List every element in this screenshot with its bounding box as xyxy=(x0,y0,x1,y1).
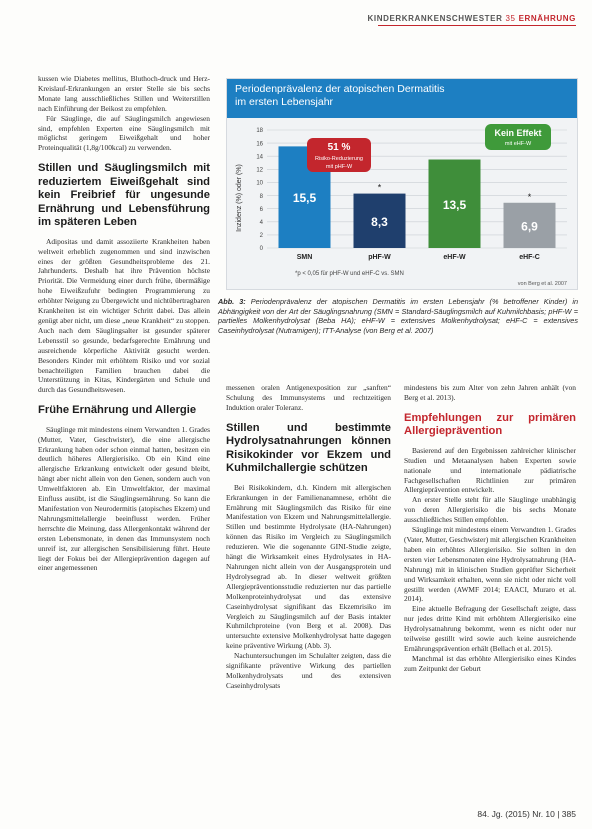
figure-title-line2: im ersten Lebensjahr xyxy=(235,96,334,108)
figure-caption xyxy=(218,297,578,335)
y-tick-label: 2 xyxy=(259,233,263,240)
chart-source: von Berg et al. 2007 xyxy=(517,281,567,287)
y-tick-label: 14 xyxy=(256,154,263,161)
y-tick-label: 10 xyxy=(256,180,263,187)
section-heading: Stillen und Säuglingsmilch mit reduziertem Eiweißgehalt sind kein Freibrief für ungesunde Ernährung und Lebensführung im späteren Leben xyxy=(38,162,210,229)
paragraph: Manchmal ist das erhöhte Allergierisiko eines Kindes zum Zeitpunkt der Geburt xyxy=(404,653,576,673)
section-heading: Frühe Ernährung und Allergie xyxy=(38,404,197,417)
column-3 xyxy=(404,383,576,674)
journal-name: KINDERKRANKENSCHWESTER xyxy=(367,14,503,23)
header-rule xyxy=(378,25,576,26)
paragraph: Säuglinge mit mindestens einem Verwandten 1. Grades (Mutter, Vater, Geschwister), die eine allergische Erkrankung haben oder schon einmal hatten, besitzen ein deutlich höheres Allergierisiko. Ob ein Kind eine allergische Erkrankung entwickelt oder gesund bleibt, hängt aber nicht allein von den Genen, sondern auch von Umweltfaktoren ab. Ein Umweltfaktor, der maximal Einfluss ausübt, ist die Säuglingsernährung. So kann die Manifestation von Neurodermitis (atopisches Ekzem) und Nahrungsmittelallergie beeinflusst werden. Früher herrschte die Meinung, dass Allergenkontakt während der ersten Lebensmonate, in denen das Immunsystem noch unreif ist, zur allergischen Sensibilisierung führt. Heute liegt der Fokus bei der Allergieprävention dagegen auf einer angemessenen xyxy=(38,424,210,573)
section-heading: Stillen und bestimmte Hydrolysatnahrungen können Risikokinder vor Ekzem und Kuhmilchallergie schützen xyxy=(226,421,391,475)
bar-value-label: 8,3 xyxy=(371,214,388,229)
caption-label: Abb. 3: xyxy=(218,297,246,306)
callout-no-effect-sub: mit eHF-W xyxy=(504,141,532,147)
y-tick-label: 0 xyxy=(259,246,263,253)
y-tick-label: 8 xyxy=(259,193,263,200)
header-separator: 35 xyxy=(505,14,516,23)
chart-footnote: *p < 0,05 für pHF-W und eHF-C vs. SMN xyxy=(295,271,404,277)
section-name: ERNÄHRUNG xyxy=(518,14,576,23)
y-tick-label: 16 xyxy=(256,141,263,148)
paragraph: Adipositas und damit assoziierte Krankheiten haben weltweit erheblich zugenommen und sind inzwischen eines der größten Gesundheitsprobleme des 21. Jahrhunderts. Deshalb hat ihre Prävention höchste Priorität. Die Vermeidung einer durch frühe, übermäßige hohe Eiweißzufuhr bedingten Programmierung zu erhöhter Neigung zu Übergewicht und nichtübertragbaren Krankheiten ist ein wichtiger Schritt dabei. Das allein genügt aber nicht, um diese „neue Krankheit“ zu stoppen. Auch nach dem Säuglingsalter ist gesunder späterer Lebensstil so gesunde, bedarfsgerechte Ernährung und ausreichende körperliche Aktivität gesucht werden. Besonders Kinder mit erhöhtem Risiko und vor sozial benachteiligten Familien brauchen dabei die Unterstützung in Kitas, Kindergärten und Schule und durch das Gesundheitswesen. xyxy=(38,236,210,395)
paragraph: Für Säuglinge, die auf Säuglingsmilch angewiesen sind, empfehlen Experten eine Säuglingsmilch mit möglichst geringem Eiweißgehalt und hoher Proteinqualität (1,8g/100kcal) zu verwenden. xyxy=(38,113,210,153)
bar-value-label: 6,9 xyxy=(521,219,538,234)
x-category-label: eHF-C xyxy=(519,254,540,261)
callout-51-sub2: mit pHF-W xyxy=(325,164,353,170)
significance-marker: * xyxy=(527,191,532,202)
caption-text: Periodenprävalenz der atopischen Dermatitis im ersten Lebensjahr (% betroffener Kinder) in Abhängigkeit von der Art der Säuglingsnahrung (SMN = Standard-Säuglingsmilch auf Kuhmilchbasis; pHF-W = partielles Molkenhydrolysat (Beba HA); eHF-W = extensives Molkenhydrolysat; eHF-C = extensives Caseinhydrolysat (Nutramigen); ITT-Analyse (von Berg et al. 2007) xyxy=(218,297,578,335)
y-axis-label: Inzidenz (%) oder (%) xyxy=(236,164,243,232)
paragraph: messenen oralen Antigenexposition zur „sanften“ Schulung des Immunsystems und rechtzeitigen Induktion oraler Toleranz. xyxy=(226,383,391,412)
figure-title xyxy=(227,79,577,118)
paragraph: Basierend auf den Ergebnissen zahlreicher klinischer Studien und Metaanalysen haben Experten sowie nationale und internationale pädiatrische Fachgesellschaften Richtlinien zur primären Allergieprävention entwickelt. xyxy=(404,445,576,495)
y-tick-label: 12 xyxy=(256,167,263,174)
paragraph: Säuglinge mit mindestens einem Verwandten 1. Grades (Vater, Mutter, Geschwister) mit allergischen Krankheiten haben ein erhöhtes Allergierisiko. Sie sollten in den ersten vier Lebensmonaten eine Hydrolysatnahrung (HA-Nahrung) mit in klinischen Studien geprüfter Sicherheit und Wirksamkeit erhalten, wenn sie nicht oder nicht voll gestillt werden (AWMF 2014; EAACI, Muraro et al. 2014). xyxy=(404,525,576,604)
x-category-label: eHF-W xyxy=(443,254,466,261)
column-2 xyxy=(226,383,391,691)
callout-51 xyxy=(307,138,371,172)
column-1 xyxy=(38,74,210,573)
figure-title-line1: Periodenprävalenz der atopischen Dermatitis xyxy=(235,83,445,95)
significance-marker: * xyxy=(377,182,382,193)
figure-chart xyxy=(226,78,578,290)
callout-no-effect xyxy=(485,124,551,150)
x-category-label: pHF-W xyxy=(368,254,391,261)
callout-51-sub1: Risiko-Reduzierung xyxy=(315,156,363,162)
section-heading: Empfehlungen zur primären Allergieprävention xyxy=(404,411,576,438)
paragraph: Bei Risikokindern, d.h. Kindern mit allergischen Erkrankungen in der Familienanamnese, erhöht die Ernährung mit Säuglingsmilch das Risiko für eine Manifestation von Ekzem und Nahrungsmittelallergie. Stillen und bestimmte Hydrolysate (HA-Nahrungen) können das Risiko im Vergleich zu Säuglingsmilch reduzieren. Wie die sogenannte GINI-Studie zeigte, hängt die Wirksamkeit eines Hydrolysates in HA-Nahrungen nicht allein von der Ausgangsprotein und Hydrolysegrad ab. In dieser weltweit größten Allergiepräventionsstudie reduzierten nur das partielle Molkenproteinhydrolysat und das extensive Caseinhydrolysat signifikant das Ekzemrisiko im Vergleich zu Säuglingsmilch auf der Basis intakter Kuhmilchproteine (von Berg et al. 2008). Das untersuchte extensive Molkenhydrolysat hatte dagegen keine präventive Wirkung (Abb. 3). xyxy=(226,482,391,651)
y-tick-label: 6 xyxy=(259,206,263,213)
x-category-label: SMN xyxy=(296,254,313,261)
paragraph: mindestens bis zum Alter von zehn Jahren anhält (von Berg et al. 2013). xyxy=(404,383,576,402)
bar-value-label: 15,5 xyxy=(292,191,317,206)
paragraph: Nachuntersuchungen im Schulalter zeigten, dass die signifikante präventive Wirkung des partiellen Molkenhydrolysats und des extensiven Caseinhydrolysats xyxy=(226,651,391,690)
paragraph: kussen wie Diabetes mellitus, Bluthoch-druck und Herz-Kreislauf-Erkrankungen an erster Stelle sie bis sechs Monate lang ausschließliches Stillen und Weiterstillen nach Einführung der Beikost zu empfehlen. xyxy=(38,74,210,113)
paragraph: An erster Stelle steht für alle Säuglinge unabhängig von deren Allergierisiko die bis sechs Monate ausschließliches Stillen empfohlen. xyxy=(404,495,576,525)
bar-value-label: 13,5 xyxy=(442,197,467,212)
bar-chart xyxy=(227,118,577,288)
y-tick-label: 18 xyxy=(256,128,263,135)
callout-no-effect-title: Kein Effekt xyxy=(494,128,542,138)
page-footer: 84. Jg. (2015) Nr. 10 | 385 xyxy=(477,809,576,819)
paragraph: Eine aktuelle Befragung der Gesellschaft zeigte, dass nur jedes dritte Kind mit erhöhtem Allergierisiko eine Hydrolysatnahrung bekommt, wenn es nicht oder nur teilweise gestillt wird sowie auch keine ausreichende Ernährungsprävention erhält (Bellach et al. 2015). xyxy=(404,604,576,653)
y-tick-label: 4 xyxy=(259,219,263,226)
callout-51-value: 51 % xyxy=(327,142,351,153)
running-header xyxy=(368,14,577,23)
